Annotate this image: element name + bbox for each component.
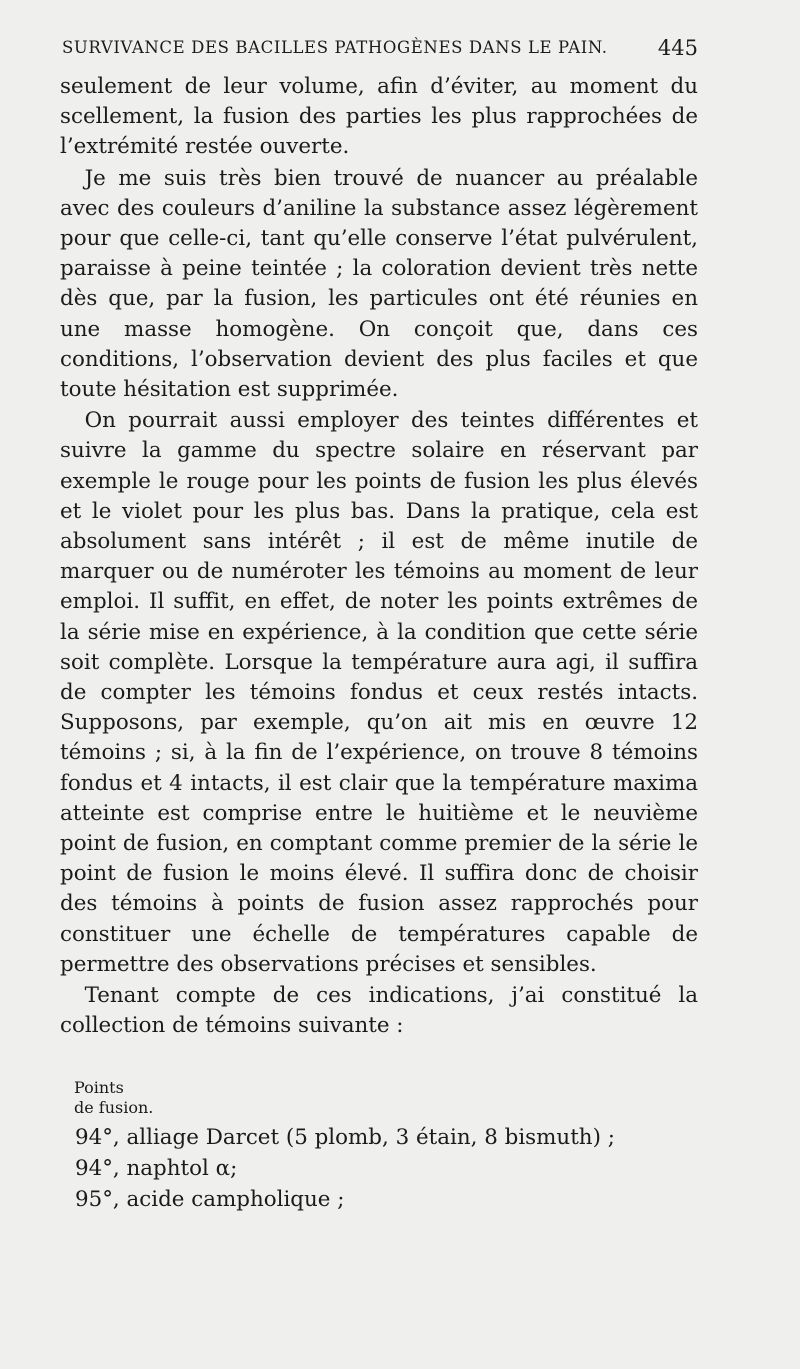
paragraph-aniline-coloring: Je me suis très bien trouvé de nuancer au préalable avec des couleurs d’aniline la substance assez légèrement pour que celle-ci, tant qu’elle conserve l’état pulvérulent, paraisse à peine teintée ; la coloration devient très nette dès que, par la fusion, les particules ont été réunies en une masse homogène. On conçoit que, dans ces conditions, l’observation devient des plus faciles et que toute hésitation est supprimée.: [60, 165, 698, 403]
list-item: 94°, naphtol α;: [75, 1156, 238, 1181]
running-head: SURVIVANCE DES BACILLES PATHOGÈNES DANS LE PAIN.: [62, 38, 608, 57]
melting-points-list: [75, 1122, 695, 1215]
page-header: [62, 36, 698, 66]
list-heading-line: de fusion.: [74, 1098, 154, 1117]
list-heading-line: Points: [74, 1078, 124, 1097]
page-number: 445: [657, 36, 698, 60]
list-item: 95°, acide campholique ;: [75, 1187, 345, 1212]
paragraph-collection-intro: Tenant compte de ces indications, j’ai constitué la collection de témoins suivante :: [60, 983, 698, 1039]
list-item: 94°, alliage Darcet (5 plomb, 3 étain, 8 bismuth) ;: [75, 1125, 615, 1150]
paragraph-continuation: seulement de leur volume, afin d’éviter, au moment du scellement, la fusion des parties les plus rapprochées de l’extrémité restée ouverte.: [60, 74, 698, 160]
body-text: [60, 72, 698, 1042]
paragraph-spectrum-colors: On pourrait aussi employer des teintes différentes et suivre la gamme du spectre solaire en réservant par exemple le rouge pour les points de fusion les plus élevés et le violet pour les plus bas. Dans la pratique, cela est absolument sans intérêt ; il est de même inutile de marquer ou de numéroter les témoins au moment de leur emploi. Il suffit, en effet, de noter les points extrêmes de la série mise en expérience, à la condition que cette série soit complète. Lorsque la température aura agi, il suffira de compter les témoins fondus et ceux restés intacts. Supposons, par exemple, qu’on ait mis en œuvre 12 témoins ; si, à la fin de l’expérience, on trouve 8 témoins fondus et 4 intacts, il est clair que la température maxima atteinte est comprise entre le huitième et le neuvième point de fusion, en comptant comme premier de la série le point de fusion le moins élevé. Il suffira donc de choisir des témoins à points de fusion assez rapprochés pour constituer une échelle de températures capable de permettre des observations précises et sensibles.: [60, 408, 698, 977]
list-heading: [74, 1078, 153, 1118]
